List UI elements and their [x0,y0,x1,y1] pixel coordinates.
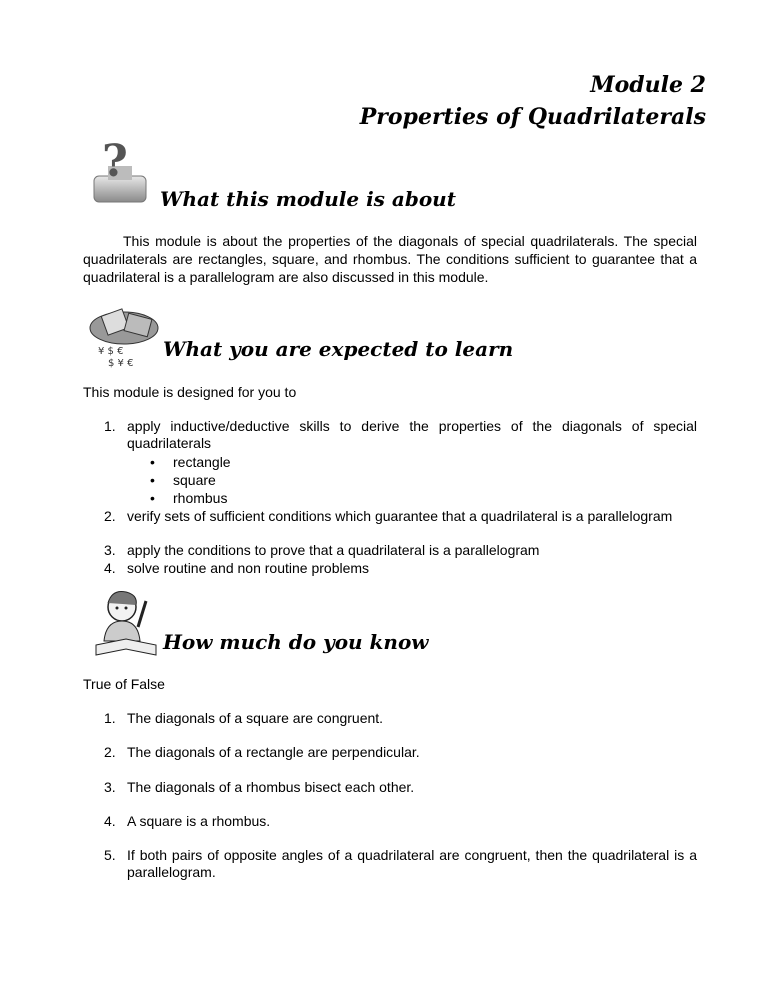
learn-heading: What you are expected to learn [163,337,514,361]
svg-text:¥ $ €: ¥ $ € [98,346,124,357]
about-paragraph [83,232,697,286]
question-mark-icon [88,136,158,210]
learn-intro: This module is designed for you to [83,384,297,400]
student-thinking-icon [92,587,164,661]
about-text: This module is about the properties of the diagonals of special quadrilaterals. The special quadrilaterals are rectangles, square, and rhombus. The conditions sufficient to guarantee that a quadrilateral is a parallelogram are also discussed in this module. [83,233,697,285]
module-number: Module 2 [590,72,706,98]
svg-text:$ ¥ €: $ ¥ € [108,358,134,369]
svg-text:?: ? [102,136,128,187]
about-heading: What this module is about [160,187,456,211]
know-intro: True of False [83,676,165,692]
know-heading: How much do you know [163,630,429,654]
module-title: Properties of Quadrilaterals [359,104,706,130]
learning-books-icon [86,306,162,372]
